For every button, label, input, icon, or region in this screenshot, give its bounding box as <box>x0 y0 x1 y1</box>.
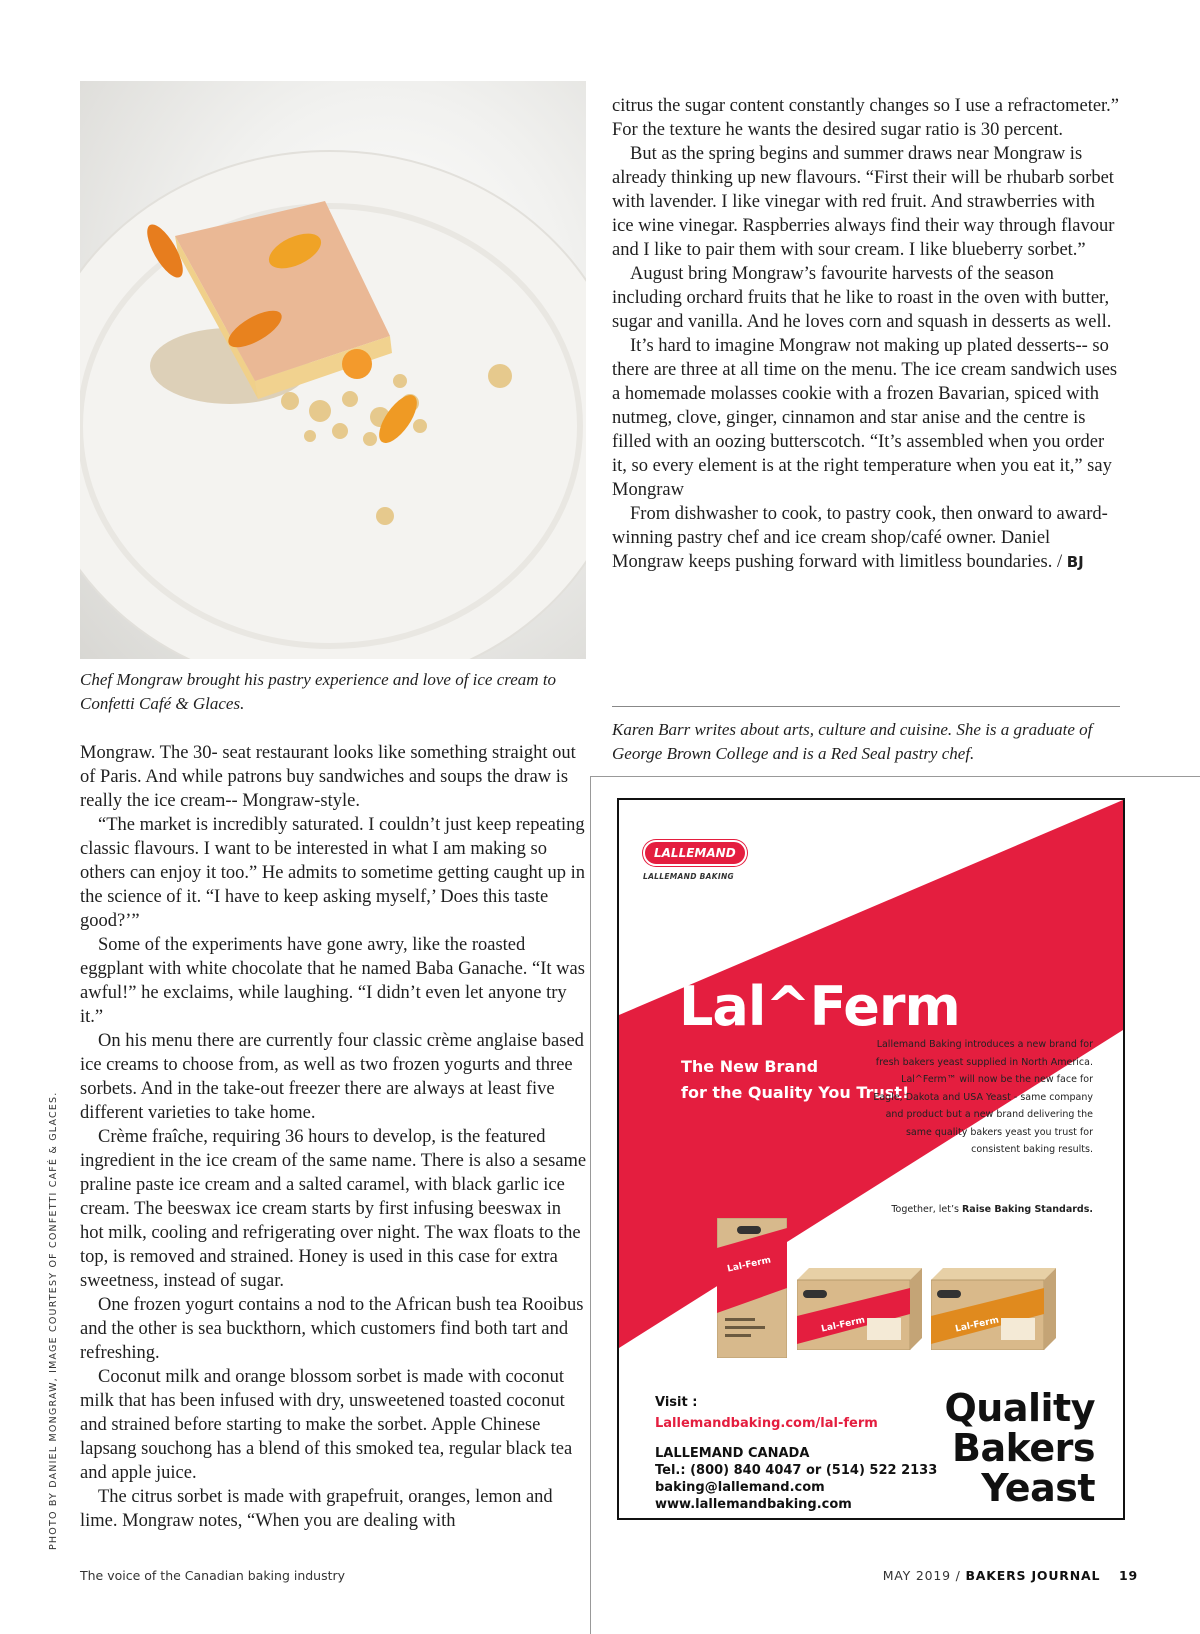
paragraph: Coconut milk and orange blossom sorbet is made with coconut milk that has been infused with dry, unsweetened toasted coconut and strained before starting to make the sorbet. Apple Chinese lapsang souchong has a blend of this smoked tea, regular black tea and apple juice. <box>80 1367 573 1483</box>
paragraph: It’s hard to imagine Mongraw not making up plated desserts-- so there are three at all time on the menu. The ice cream sandwich uses a homemade molasses cookie with a frozen Bavarian, spiced with nutmeg, clove, ginger, cinnamon and star anise and the centre is filled with an oozing butterscotch. “It’s assembled when you order it, so every element is at the right temperature when you eat it,” say Mongraw <box>612 336 1118 500</box>
ad-contact <box>655 1395 937 1513</box>
yeast-bag <box>717 1218 787 1358</box>
author-bio: Karen Barr writes about arts, culture and cuisine. She is a graduate of George Brown College and is a Red Seal pastry chef. <box>612 720 1093 763</box>
paragraph: August bring Mongraw’s favourite harvests of the season including orchard fruits that he like to roast in the oven with butter, sugar and vanilla. And he loves corn and squash in desserts as well. <box>612 264 1112 332</box>
paragraph: Crème fraîche, requiring 36 hours to develop, is the featured ingredient in the ice cream of the same name. There is also a sesame praline paste ice cream and a salted caramel, with black garlic ice cream. The beeswax ice cream starts by first infusing beeswax in hot milk, cooling and refrigerating over night. The wax floats to the top, is removed and strained. Honey is used in this case for extra sweetness, instead of sugar. <box>80 1127 587 1291</box>
ad-frame-line <box>590 776 1200 777</box>
photo-caption: Chef Mongraw brought his pastry experience and love of ice cream to Confetti Café & Glaces. <box>80 670 557 713</box>
paragraph: But as the spring begins and summer draws near Mongraw is already thinking up new flavours. “First their will be rhubarb sorbet with lavender. I like vinegar with red fruit. And strawberries with ice wine vinegar. Raspberries always find their way through flavour and I like to pair them with sour cream. I like blueberry sorbet.” <box>612 144 1115 260</box>
tagline-line: for the Quality You Trust! <box>681 1083 910 1102</box>
footer-issue <box>883 1568 1138 1583</box>
advertisement[interactable] <box>617 798 1125 1520</box>
bag-label: Lal-Ferm <box>726 1255 772 1275</box>
lallemand-logo <box>643 840 747 881</box>
slogan-line: Quality <box>944 1386 1095 1430</box>
paragraph: The citrus sorbet is made with grapefruit, oranges, lemon and lime. Mongraw notes, “When you are dealing with <box>80 1487 553 1531</box>
together-bold: Raise Baking Standards. <box>961 1204 1093 1215</box>
company-name: LALLEMAND CANADA <box>655 1446 810 1461</box>
signoff-mark: BJ <box>1066 553 1084 571</box>
article-right-column <box>612 94 1120 574</box>
brand-name: Lal^Ferm <box>679 975 960 1038</box>
phone: Tel.: (800) 840 4047 or (514) 522 2133 <box>655 1463 938 1478</box>
together-text: Together, let’s <box>891 1204 959 1215</box>
website-link[interactable]: www.lallemandbaking.com <box>655 1497 852 1512</box>
ad-slogan <box>945 1388 1096 1508</box>
footer-tagline: The voice of the Canadian baking industry <box>80 1568 346 1583</box>
contact-block <box>655 1445 937 1513</box>
divider <box>612 706 1120 707</box>
paragraph: Mongraw. The 30- seat restaurant looks like something straight out of Paris. And while patrons buy sandwiches and soups the draw is really the ice cream-- Mongraw-style. <box>80 743 576 811</box>
paragraph: citrus the sugar content constantly changes so I use a refractometer.” For the texture he wants the desired sugar ratio is 30 percent. <box>612 96 1120 140</box>
visit-label: Visit : <box>655 1395 698 1410</box>
slogan-line: Bakers <box>952 1426 1095 1470</box>
article-photo <box>80 81 586 659</box>
paragraph: “The market is incredibly saturated. I couldn’t just keep repeating classic flavours. I want to be interested in what I am making so others can enjoy it too.” He admits to sometime getting caught up in the science of it. “I have to keep asking myself,’ Does this taste good?’” <box>80 815 586 931</box>
ad-description: Lallemand Baking introduces a new brand for fresh bakers yeast supplied in North America. Lal^Ferm™ will now be the new face for Eagle, Dakota and USA Yeast - same company and product but a new brand delivering the same quality bakers yeast you trust for consistent baking results. <box>873 1039 1093 1155</box>
ad-together <box>891 1204 1093 1215</box>
paragraph-final <box>612 502 1120 574</box>
ad-url-link[interactable]: Lallemandbaking.com/lal-ferm <box>655 1416 878 1431</box>
berry <box>342 349 372 379</box>
page-number: 19 <box>1119 1568 1138 1583</box>
issue-date: MAY 2019 / <box>882 1568 961 1583</box>
ad-frame-line <box>590 776 591 1634</box>
yeast-box-red <box>797 1268 922 1350</box>
dessert-illustration <box>80 81 586 659</box>
yeast-box-orange <box>931 1268 1056 1350</box>
box-label: Lal-Ferm <box>954 1315 1000 1335</box>
slogan-line: Yeast <box>981 1466 1095 1510</box>
email-link[interactable]: baking@lallemand.com <box>655 1480 825 1495</box>
logo-subtitle: LALLEMAND BAKING <box>643 872 735 881</box>
paragraph-text: From dishwasher to cook, to pastry cook, then onward to award-winning pastry chef and ice cream shop/café owner. Daniel Mongraw keeps pushing forward with limitless boundaries. / <box>612 504 1108 572</box>
tagline-line: The New Brand <box>681 1057 819 1076</box>
publication-name: BAKERS JOURNAL <box>965 1568 1101 1583</box>
paragraph: One frozen yogurt contains a nod to the African bush tea Rooibus and the other is sea buckthorn, which customers find both tart and refreshing. <box>80 1295 584 1363</box>
photo-credit: PHOTO BY DANIEL MONGRAW, IMAGE COURTESY OF CONFETTI CAFÉ & GLACES. <box>48 1091 59 1550</box>
paragraph: Some of the experiments have gone awry, like the roasted eggplant with white chocolate that he named Baba Ganache. “It was awful!” he exclaims, while laughing. “I didn’t even let anyone try it.” <box>80 935 585 1027</box>
logo-wordmark: LALLEMAND <box>643 840 747 866</box>
box-label: Lal-Ferm <box>820 1315 866 1335</box>
paragraph: On his menu there are currently four classic crème anglaise based ice creams to choose from, as well as two frozen yogurts and three sorbets. And in the take-out freezer there are always at least five different varieties to take home. <box>80 1031 584 1123</box>
article-left-column <box>80 741 588 1533</box>
